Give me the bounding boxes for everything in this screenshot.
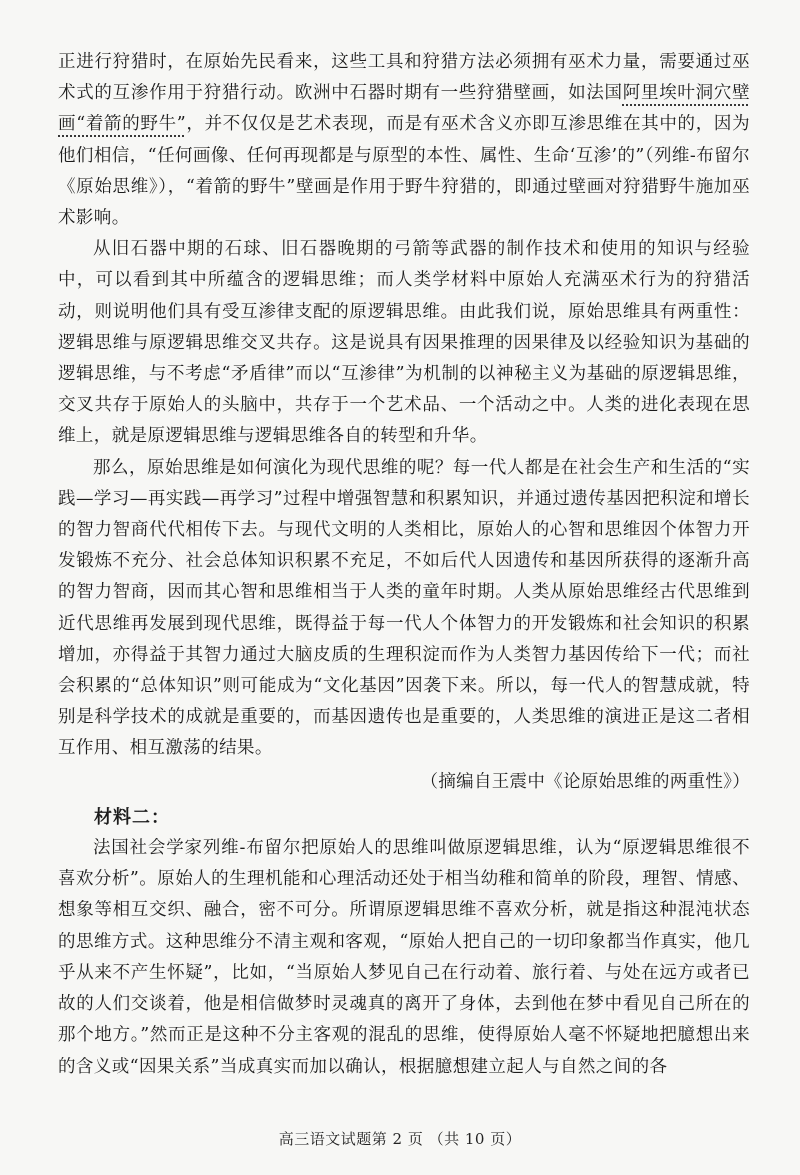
source-citation: （摘编自王震中《论原始思维的两重性》） xyxy=(420,771,750,792)
page-footer: 高三语文试题第 2 页 （共 10 页） xyxy=(278,1130,522,1148)
material1-paragraph-1 xyxy=(58,47,750,234)
page-content xyxy=(58,47,750,1083)
paragraph-text-start: 正进行狩猎时，在原始先民看来，这些工具和狩猎方法必须拥有巫术力量，需要通过巫术式的互渗作用于狩猎行动。欧洲中石器时期有一些狩猎壁画，如法国 xyxy=(58,52,750,104)
material1-paragraph-2: 从旧石器中期的石球、旧石器晚期的弓箭等武器的制作技术和使用的知识与经验中，可以看到其中所蕴含的逻辑思维；而人类学材料中原始人充满巫术行为的狩猎活动，则说明他们具有受互渗律支配的原逻辑思维。由此我们说，原始思维具有两重性：逻辑思维与原逻辑思维交叉共存。这是说具有因果推理的因果律及以经验知识为基础的逻辑思维，与不考虑“矛盾律”而以“互渗律”为机制的以神秘主义为基础的原逻辑思维，交叉共存于原始人的头脑中，共存于一个艺术品、一个活动之中。人类的进化表现在思维上，就是原逻辑思维与逻辑思维各自的转型和升华。 xyxy=(58,239,750,447)
paragraph-text-end: ，并不仅仅是艺术表现，而是有巫术含义亦即互渗思维在其中的，因为他们相信，“任何画像、任何再现都是与原型的本性、属性、生命‘互渗’的”（列维-布留尔《原始思维》），“着箭的野牛”壁画是作用于野牛狩猎的，即通过壁画对狩猎野牛施加巫术影响。 xyxy=(58,114,750,229)
emphasized-dotted-text: 阿里埃叶洞穴壁画“着箭的野牛” xyxy=(58,83,750,135)
material2-heading: 材料二： xyxy=(94,806,170,828)
material2-paragraph-1: 法国社会学家列维-布留尔把原始人的思维叫做原逻辑思维，认为“原逻辑思维很不喜欢分析”。原始人的生理机能和心理活动还处于相当幼稚和简单的阶段，理智、情感、想象等相互交织、融合，密不可分。所谓原逻辑思维不喜欢分析，就是指这种混沌状态的思维方式。这种思维分不清主观和客观，“原始人把自己的一切印象都当作真实，他几乎从来不产生怀疑”，比如，“当原始人梦见自己在行动着、旅行着、与处在远方或者已故的人们交谈着，他是相信做梦时灵魂真的离开了身体，去到他在梦中看见自己所在的那个地方。”然而正是这种不分主客观的混乱的思维，使得原始人毫不怀疑地把臆想出来的含义或“因果关系”当成真实而加以确认，根据臆想建立起人与自然之间的各 xyxy=(58,838,750,1077)
material1-paragraph-3: 那么，原始思维是如何演化为现代思维的呢？每一代人都是在社会生产和生活的“实践—学习—再实践—再学习”过程中增强智慧和积累知识，并通过遗传基因把积淀和增长的智力智商代代相传下去。与现代文明的人类相比，原始人的心智和思维因个体智力开发锻炼不充分、社会总体知识积累不充足，不如后代人因遗传和基因所获得的逐渐升高的智力智商，因而其心智和思维相当于人类的童年时期。人类从原始思维经古代思维到近代思维再发展到现代思维，既得益于每一代人个体智力的开发锻炼和社会知识的积累增加，亦得益于其智力通过大脑皮质的生理积淀而作为人类智力基因传给下一代；而社会积累的“总体知识”则可能成为“文化基因”因袭下来。所以，每一代人的智慧成就，特别是科学技术的成就是重要的，而基因遗传也是重要的，人类思维的演进正是这二者相互作用、相互激荡的结果。 xyxy=(58,457,750,759)
